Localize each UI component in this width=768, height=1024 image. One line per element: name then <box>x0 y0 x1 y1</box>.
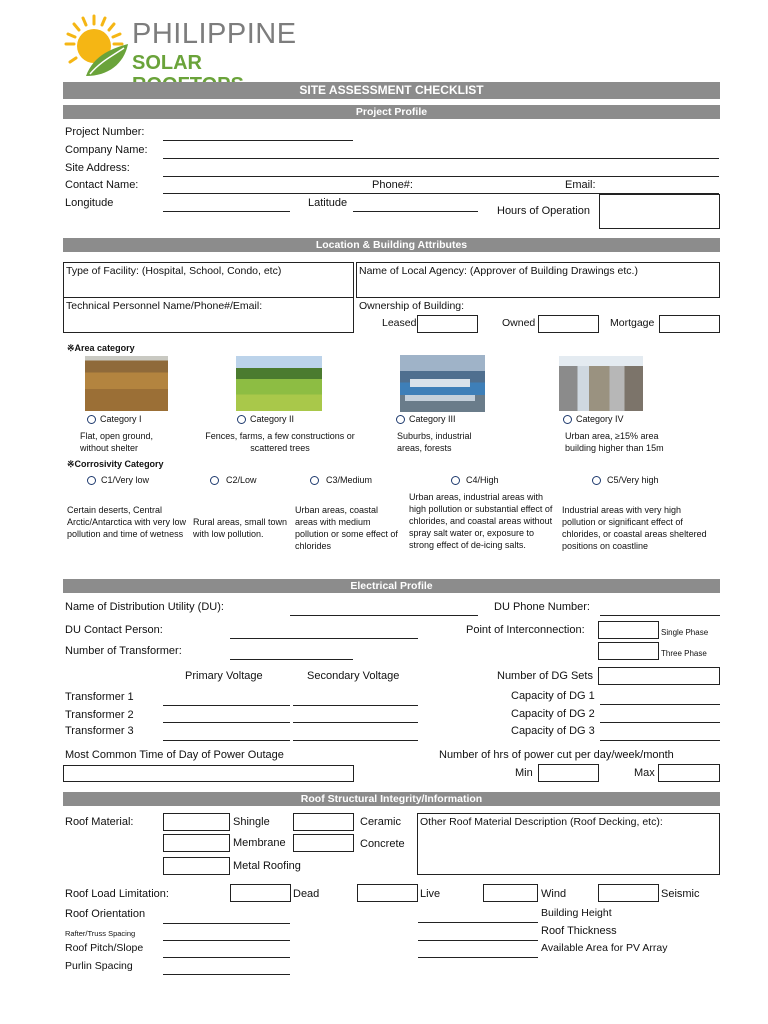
owned-field[interactable] <box>538 315 599 333</box>
area-category-1-photo <box>85 356 168 411</box>
label-building-height: Building Height <box>541 907 612 919</box>
logo-line1: PHILIPPINE <box>132 18 297 50</box>
live-load-field[interactable] <box>357 884 418 902</box>
section-location: Location & Building Attributes <box>63 238 720 252</box>
category-4-label: Category IV <box>576 414 624 424</box>
label-transformer-2: Transformer 2 <box>65 709 134 721</box>
corrosivity-c4-radio[interactable] <box>451 476 460 485</box>
local-agency-field[interactable] <box>356 262 720 298</box>
label-du-phone: DU Phone Number: <box>494 601 590 613</box>
label-single-phase: Single Phase <box>661 628 709 637</box>
building-height-field[interactable] <box>418 922 538 923</box>
corrosivity-c1-radio[interactable] <box>87 476 96 485</box>
transformer-2-secondary-field[interactable] <box>293 722 418 723</box>
corrosivity-c2-desc: Rural areas, small town with low pollution. <box>193 517 288 539</box>
corrosivity-c2-radio[interactable] <box>210 476 219 485</box>
corrosivity-c2-label: C2/Low <box>226 475 257 485</box>
label-owned: Owned <box>502 317 536 329</box>
label-live: Live <box>420 888 441 900</box>
single-phase-field[interactable] <box>598 621 659 639</box>
num-transformer-field[interactable] <box>230 659 353 660</box>
site-address-field[interactable] <box>163 176 719 177</box>
corrosivity-c4-label: C4/High <box>466 475 499 485</box>
longitude-field[interactable] <box>163 211 290 212</box>
latitude-field[interactable] <box>353 211 478 212</box>
corrosivity-c5-radio[interactable] <box>592 476 601 485</box>
label-project-number: Project Number: <box>65 126 145 138</box>
dg-2-field[interactable] <box>600 722 720 723</box>
area-category-2-photo <box>236 356 322 411</box>
label-ceramic: Ceramic <box>360 816 401 828</box>
label-seismic: Seismic <box>661 888 700 900</box>
concrete-field[interactable] <box>293 834 354 852</box>
label-site-address: Site Address: <box>65 162 130 174</box>
label-wind: Wind <box>541 888 567 900</box>
roof-pitch-field[interactable] <box>163 957 290 958</box>
label-min: Min <box>515 767 533 779</box>
label-latitude: Latitude <box>308 197 348 209</box>
label-other-roof-material: Other Roof Material Description (Roof Decking, etc): <box>420 816 663 828</box>
label-email: Email: <box>565 179 596 191</box>
label-leased: Leased <box>382 317 417 329</box>
label-facility-type: Type of Facility: (Hospital, School, Condo, etc) <box>66 265 282 277</box>
label-roof-material: Roof Material: <box>65 816 134 828</box>
transformer-3-primary-field[interactable] <box>163 740 290 741</box>
label-interconnection: Point of Interconnection: <box>466 624 585 636</box>
label-membrane: Membrane <box>233 837 286 849</box>
ceramic-field[interactable] <box>293 813 354 831</box>
label-dg-3: Capacity of DG 3 <box>511 725 595 737</box>
label-three-phase: Three Phase <box>661 649 707 658</box>
metal-roofing-field[interactable] <box>163 857 230 875</box>
label-rafter-spacing: Rafter/Truss Spacing <box>65 929 136 938</box>
label-local-agency: Name of Local Agency: (Approver of Building Drawings etc.) <box>359 265 638 277</box>
label-dead: Dead <box>293 888 320 900</box>
label-max: Max <box>634 767 655 779</box>
outage-time-field[interactable] <box>63 765 354 782</box>
corrosivity-c1-desc: Certain deserts, Central Arctic/Antarctica with very low pollution and time of wetness <box>67 505 187 539</box>
tech-personnel-field[interactable] <box>63 297 354 333</box>
three-phase-field[interactable] <box>598 642 659 660</box>
seismic-load-field[interactable] <box>598 884 659 902</box>
area-category-title: ※Area category <box>67 343 135 353</box>
corrosivity-c4-desc: Urban areas, industrial areas with high pollution or substantial effect of chlorides, and coastal areas without spray salt water or, exposure to strong effect of de-icing salts. <box>409 492 553 550</box>
max-field[interactable] <box>658 764 720 782</box>
dead-load-field[interactable] <box>230 884 291 902</box>
label-longitude: Longitude <box>65 197 114 209</box>
corrosivity-c3-label: C3/Medium <box>326 475 373 485</box>
membrane-field[interactable] <box>163 834 230 852</box>
label-company-name: Company Name: <box>65 144 148 156</box>
rafter-spacing-field[interactable] <box>163 940 290 941</box>
du-phone-field[interactable] <box>600 615 720 616</box>
mortgage-field[interactable] <box>659 315 720 333</box>
label-purlin-spacing: Purlin Spacing <box>65 960 133 972</box>
category-3-radio[interactable] <box>396 415 405 424</box>
label-contact-name: Contact Name: <box>65 179 139 191</box>
label-concrete: Concrete <box>360 838 405 850</box>
category-3-desc: Suburbs, industrial areas, forests <box>397 431 472 453</box>
label-pv-area: Available Area for PV Array <box>541 942 668 954</box>
other-roof-material-field[interactable] <box>417 813 720 875</box>
corrosivity-title: ※Corrosivity Category <box>67 459 164 469</box>
corrosivity-c1-label: C1/Very low <box>101 475 150 485</box>
project-number-field[interactable] <box>163 140 353 141</box>
category-2-radio[interactable] <box>237 415 246 424</box>
wind-load-field[interactable] <box>483 884 538 902</box>
leased-field[interactable] <box>417 315 478 333</box>
logo <box>64 14 314 78</box>
category-1-desc: Flat, open ground, without shelter <box>80 431 154 453</box>
label-tech-personnel: Technical Personnel Name/Phone#/Email: <box>66 300 263 312</box>
section-electrical: Electrical Profile <box>63 579 720 593</box>
transformer-1-secondary-field[interactable] <box>293 705 418 706</box>
label-roof-pitch: Roof Pitch/Slope <box>65 942 144 954</box>
label-num-dg-sets: Number of DG Sets <box>497 670 593 682</box>
corrosivity-c3-desc: Urban areas, coastal areas with medium pollution or some effect of chlorides <box>295 505 398 551</box>
label-secondary-voltage: Secondary Voltage <box>307 670 400 682</box>
label-outage-time: Most Common Time of Day of Power Outage <box>65 749 284 761</box>
label-transformer-3: Transformer 3 <box>65 725 134 737</box>
corrosivity-c3-radio[interactable] <box>310 476 319 485</box>
pv-area-field[interactable] <box>418 957 538 958</box>
logo-line2: SOLAR <box>132 52 202 74</box>
category-3-label: Category III <box>409 414 456 424</box>
area-category-3-photo <box>400 355 485 412</box>
facility-type-field[interactable] <box>63 262 354 298</box>
label-load-limitation: Roof Load Limitation: <box>65 888 169 900</box>
num-dg-sets-field[interactable] <box>598 667 720 685</box>
transformer-2-primary-field[interactable] <box>163 722 290 723</box>
dg-1-field[interactable] <box>600 704 720 705</box>
du-contact-field[interactable] <box>230 638 418 639</box>
label-num-transformer: Number of Transformer: <box>65 645 182 657</box>
purlin-spacing-field[interactable] <box>163 974 290 975</box>
label-du-name: Name of Distribution Utility (DU): <box>65 601 224 613</box>
roof-thickness-field[interactable] <box>418 940 538 941</box>
dg-3-field[interactable] <box>600 740 720 741</box>
sun-leaf-logo-icon <box>64 14 130 78</box>
du-name-field[interactable] <box>290 615 478 616</box>
label-shingle: Shingle <box>233 816 270 828</box>
roof-orientation-field[interactable] <box>163 923 290 924</box>
category-4-desc: Urban area, ≥15% area building higher than 15m <box>565 431 664 453</box>
area-category-4-photo <box>559 356 643 411</box>
label-dg-2: Capacity of DG 2 <box>511 708 595 720</box>
category-2-desc: Fences, farms, a few constructions or scattered trees <box>205 431 355 453</box>
label-ownership: Ownership of Building: <box>359 300 465 312</box>
label-roof-orientation: Roof Orientation <box>65 908 146 920</box>
label-transformer-1: Transformer 1 <box>65 691 134 703</box>
corrosivity-c5-label: C5/Very high <box>607 475 659 485</box>
label-mortgage: Mortgage <box>610 317 655 329</box>
section-project-profile: Project Profile <box>63 105 720 119</box>
transformer-3-secondary-field[interactable] <box>293 740 418 741</box>
label-du-contact: DU Contact Person: <box>65 624 163 636</box>
label-dg-1: Capacity of DG 1 <box>511 690 595 702</box>
transformer-1-primary-field[interactable] <box>163 705 290 706</box>
label-hours: Hours of Operation <box>497 205 590 217</box>
hours-of-operation-field[interactable] <box>599 194 720 229</box>
label-power-cut: Number of hrs of power cut per day/week/month <box>439 749 674 761</box>
label-primary-voltage: Primary Voltage <box>185 670 263 682</box>
category-2-label: Category II <box>250 414 295 424</box>
page-title: SITE ASSESSMENT CHECKLIST <box>63 82 720 99</box>
label-metal-roofing: Metal Roofing <box>233 860 301 872</box>
category-1-radio[interactable] <box>87 415 96 424</box>
section-roof: Roof Structural Integrity/Information <box>63 792 720 806</box>
min-field[interactable] <box>538 764 599 782</box>
label-roof-thickness: Roof Thickness <box>541 925 617 937</box>
category-1-label: Category I <box>100 414 142 424</box>
category-4-radio[interactable] <box>563 415 572 424</box>
shingle-field[interactable] <box>163 813 230 831</box>
label-phone: Phone#: <box>372 179 413 191</box>
corrosivity-c5-desc: Industrial areas with very high pollution or significant effect of chlorides, or coastal areas sheltered positions on coastline <box>562 505 707 551</box>
company-name-field[interactable] <box>163 158 719 159</box>
